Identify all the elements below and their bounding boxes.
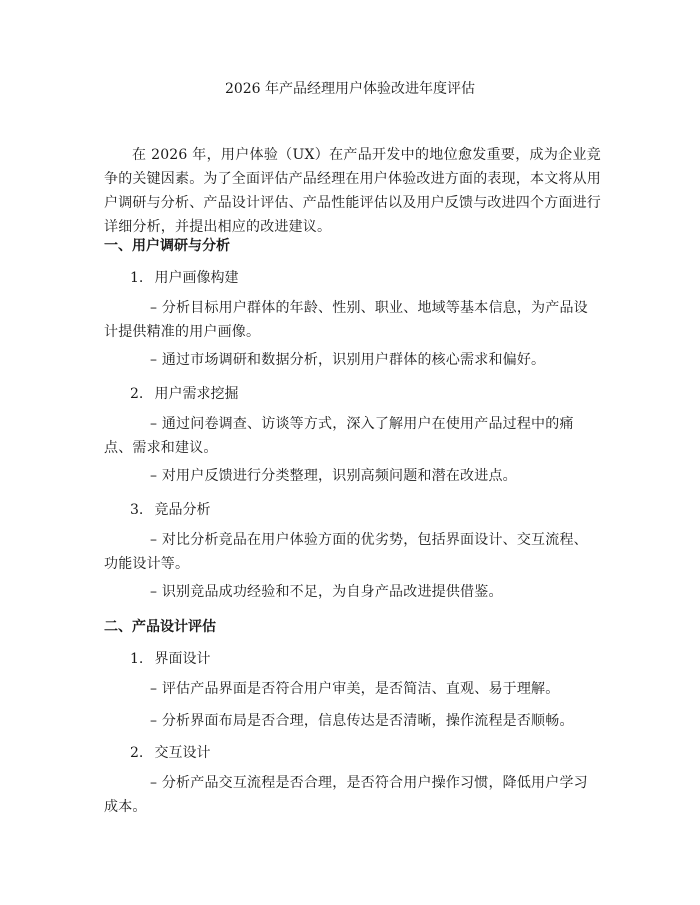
list-item-number: 1. — [130, 651, 144, 667]
section-heading-user-research: 一、用户调研与分析 — [104, 238, 230, 254]
bullet-text: – 通过市场调研和数据分析，识别用户群体的核心需求和偏好。 — [150, 352, 546, 368]
list-item-label: 交互设计 — [154, 745, 211, 761]
bullet-text: – 评估产品界面是否符合用户审美，是否简洁、直观、易于理解。 — [150, 681, 560, 697]
list-item-interface-design — [130, 649, 210, 669]
list-item-number: 1. — [130, 270, 144, 286]
bullet-text: – 分析界面布局是否合理，信息传达是否清晰，操作流程是否顺畅。 — [150, 713, 574, 729]
list-item-number: 3. — [130, 502, 144, 518]
list-item-interaction-design — [130, 743, 210, 763]
bullet-text: – 分析目标用户群体的年龄、性别、职业、地域等基本信息，为产品设计提供精准的用户画像。 — [104, 300, 588, 340]
section-heading-product-design: 二、产品设计评估 — [104, 619, 216, 635]
bullet-text: – 对比分析竞品在用户体验方面的优劣势，包括界面设计、交互流程、功能设计等。 — [104, 532, 588, 572]
list-item-competitor-analysis — [130, 500, 210, 520]
list-item-user-persona — [130, 268, 238, 288]
intro-paragraph: 在 2026 年，用户体验（UX）在产品开发中的地位愈发重要，成为企业竞争的关键因素。为了全面评估产品经理在用户体验改进方面的表现，本文将从用户调研与分析、产品设计评估、产品性能评估以及用户反馈与改进四个方面进行详细分析，并提出相应的改进建议。 — [104, 147, 601, 235]
list-item-user-needs — [130, 384, 238, 404]
list-item-label: 竞品分析 — [154, 502, 211, 518]
list-item-number: 2. — [130, 745, 144, 761]
list-item-label: 用户需求挖掘 — [154, 386, 239, 402]
document-title: 2026 年产品经理用户体验改进年度评估 — [224, 81, 476, 97]
list-item-number: 2. — [130, 386, 144, 402]
bullet-text: – 通过问卷调查、访谈等方式，深入了解用户在使用产品过程中的痛点、需求和建议。 — [104, 416, 574, 456]
bullet-text: – 识别竞品成功经验和不足，为自身产品改进提供借鉴。 — [150, 584, 503, 600]
bullet-text: – 对用户反馈进行分类整理，识别高频问题和潜在改进点。 — [150, 468, 517, 484]
bullet-text: – 分析产品交互流程是否合理，是否符合用户操作习惯，降低用户学习成本。 — [104, 775, 588, 815]
list-item-label: 用户画像构建 — [154, 270, 239, 286]
list-item-label: 界面设计 — [154, 651, 211, 667]
